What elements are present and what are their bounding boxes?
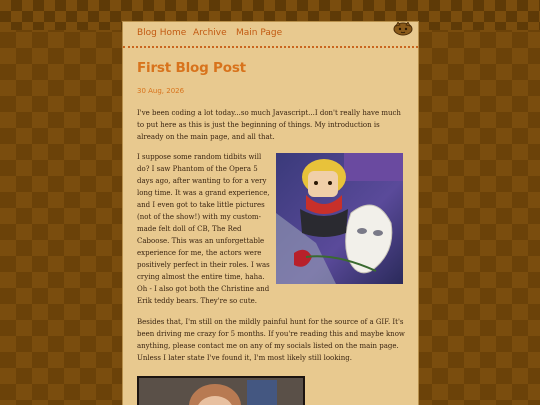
post-paragraph-3: Besides that, I'm still on the mildly painful hunt for the source of a GIF. It's been driving me crazy for 5 months. If you're reading this and maybe know anything, please contact me on any of my socials listed on the main page. Unless I later state I've found it, I'm most likely still looking. [137,318,405,362]
post-paragraph-2: I suppose some random tidbits will do? I saw Phantom of the Opera 5 days ago, after wanting to for a very long time. It was a grand experience, and I even got to take little pictures (not of the show!) with my custom-made felt doll of CB, The Red Caboose. This was an unforgettable experience for me, the actors were positively perfect in their roles. I was crying almost the entire time, haha. Oh - I also got both the Christine and Erik teddy bears. They're so cute. [137,153,270,305]
cookie-mascot-icon [392,22,414,36]
second-photo [137,376,305,405]
post-date: 30 Aug, 2026 [137,87,185,95]
nav-link-blog-home[interactable]: Blog Home [137,28,187,38]
post-title: First Blog Post [137,60,246,76]
nav-link-main-page[interactable]: Main Page [236,28,283,38]
blog-page [123,22,418,405]
nav-link-archive[interactable]: Archive [193,28,227,38]
blog-nav [123,22,418,48]
phantom-doll-photo [276,153,403,284]
post-paragraph-1: I've been coding a lot today...so much Javascript...I don't really have much to put here as this is just the beginning of things. My introduction is already on the main page, and all that. [137,109,401,141]
